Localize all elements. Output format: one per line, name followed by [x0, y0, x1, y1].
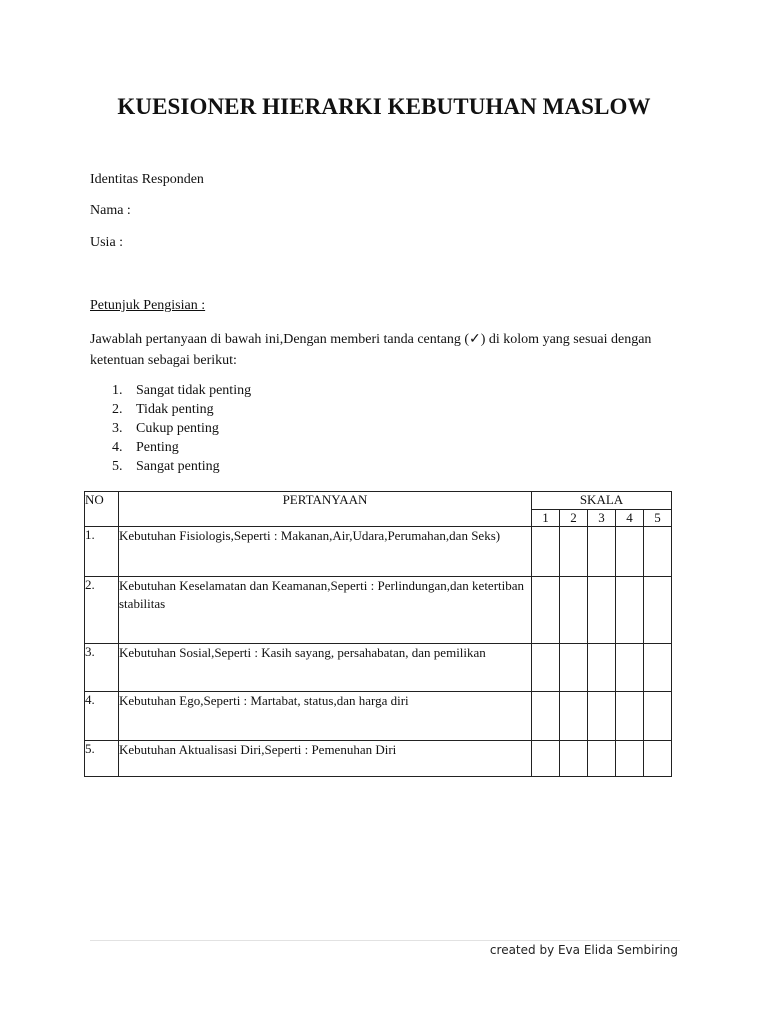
scale-checkbox-cell[interactable]: [644, 577, 672, 644]
questionnaire-table: [84, 491, 672, 777]
scale-checkbox-cell[interactable]: [616, 741, 644, 777]
table-row: [85, 577, 672, 644]
header-scale: SKALA: [532, 492, 672, 510]
list-item: [112, 419, 251, 438]
header-scale-value: 3: [588, 510, 616, 527]
scale-checkbox-cell[interactable]: [532, 527, 560, 577]
scale-checkbox-cell[interactable]: [616, 692, 644, 741]
scale-checkbox-cell[interactable]: [560, 692, 588, 741]
row-question: Kebutuhan Sosial,Seperti : Kasih sayang, persahabatan, dan pemilikan: [119, 644, 532, 692]
row-question: Kebutuhan Ego,Seperti : Martabat, status,dan harga diri: [119, 692, 532, 741]
identity-heading: Identitas Responden: [90, 172, 204, 187]
row-question: Kebutuhan Aktualisasi Diri,Seperti : Pemenuhan Diri: [119, 741, 532, 777]
row-number: 4.: [85, 692, 119, 741]
list-item-label: Cukup penting: [136, 421, 219, 436]
scale-checkbox-cell[interactable]: [588, 692, 616, 741]
name-label: Nama :: [90, 203, 131, 218]
scale-checkbox-cell[interactable]: [588, 527, 616, 577]
instructions-text: Jawablah pertanyaan di bawah ini,Dengan memberi tanda centang (✓) di kolom yang sesuai dengan ketentuan sebagai berikut:: [90, 332, 652, 368]
scale-checkbox-cell[interactable]: [560, 644, 588, 692]
scale-checkbox-cell[interactable]: [588, 644, 616, 692]
list-item-label: Tidak penting: [136, 402, 214, 417]
table-row: [85, 527, 672, 577]
scale-checkbox-cell[interactable]: [532, 741, 560, 777]
header-scale-value: 4: [616, 510, 644, 527]
header-scale-value: 1: [532, 510, 560, 527]
list-item: [112, 400, 251, 419]
list-item: [112, 438, 251, 457]
list-item-number: 2.: [112, 402, 123, 417]
header-scale-value: 2: [560, 510, 588, 527]
row-number: 1.: [85, 527, 119, 577]
scale-checkbox-cell[interactable]: [644, 527, 672, 577]
list-item-number: 4.: [112, 440, 123, 455]
list-item-label: Sangat tidak penting: [136, 383, 252, 398]
table-row: [85, 644, 672, 692]
list-item-number: 3.: [112, 421, 123, 436]
scale-checkbox-cell[interactable]: [644, 692, 672, 741]
scale-legend-list: [112, 381, 251, 476]
scale-checkbox-cell[interactable]: [560, 527, 588, 577]
scale-checkbox-cell[interactable]: [588, 577, 616, 644]
list-item: [112, 457, 251, 476]
footer-divider: [90, 940, 680, 941]
list-item: [112, 381, 251, 400]
footer-credit: created by Eva Elida Sembiring: [489, 943, 678, 957]
scale-checkbox-cell[interactable]: [560, 577, 588, 644]
scale-checkbox-cell[interactable]: [616, 644, 644, 692]
header-no: NO: [85, 492, 119, 527]
instructions-heading: Petunjuk Pengisian :: [90, 298, 206, 313]
scale-checkbox-cell[interactable]: [532, 692, 560, 741]
scale-checkbox-cell[interactable]: [588, 741, 616, 777]
age-label: Usia :: [90, 235, 124, 250]
header-question: PERTANYAAN: [119, 492, 532, 527]
row-question: Kebutuhan Fisiologis,Seperti : Makanan,Air,Udara,Perumahan,dan Seks): [119, 527, 532, 577]
header-scale-value: 5: [644, 510, 672, 527]
scale-checkbox-cell[interactable]: [616, 577, 644, 644]
table-row: [85, 741, 672, 777]
row-number: 2.: [85, 577, 119, 644]
scale-checkbox-cell[interactable]: [616, 527, 644, 577]
list-item-label: Penting: [136, 440, 179, 455]
list-item-label: Sangat penting: [136, 459, 220, 474]
list-item-number: 5.: [112, 459, 123, 474]
table-row: [85, 692, 672, 741]
scale-checkbox-cell[interactable]: [644, 644, 672, 692]
row-number: 5.: [85, 741, 119, 777]
row-question: Kebutuhan Keselamatan dan Keamanan,Seperti : Perlindungan,dan ketertiban stabilitas: [119, 577, 532, 644]
row-number: 3.: [85, 644, 119, 692]
scale-checkbox-cell[interactable]: [560, 741, 588, 777]
list-item-number: 1.: [112, 383, 123, 398]
scale-checkbox-cell[interactable]: [532, 644, 560, 692]
scale-checkbox-cell[interactable]: [532, 577, 560, 644]
scale-checkbox-cell[interactable]: [644, 741, 672, 777]
page-title: KUESIONER HIERARKI KEBUTUHAN MASLOW: [117, 94, 651, 119]
